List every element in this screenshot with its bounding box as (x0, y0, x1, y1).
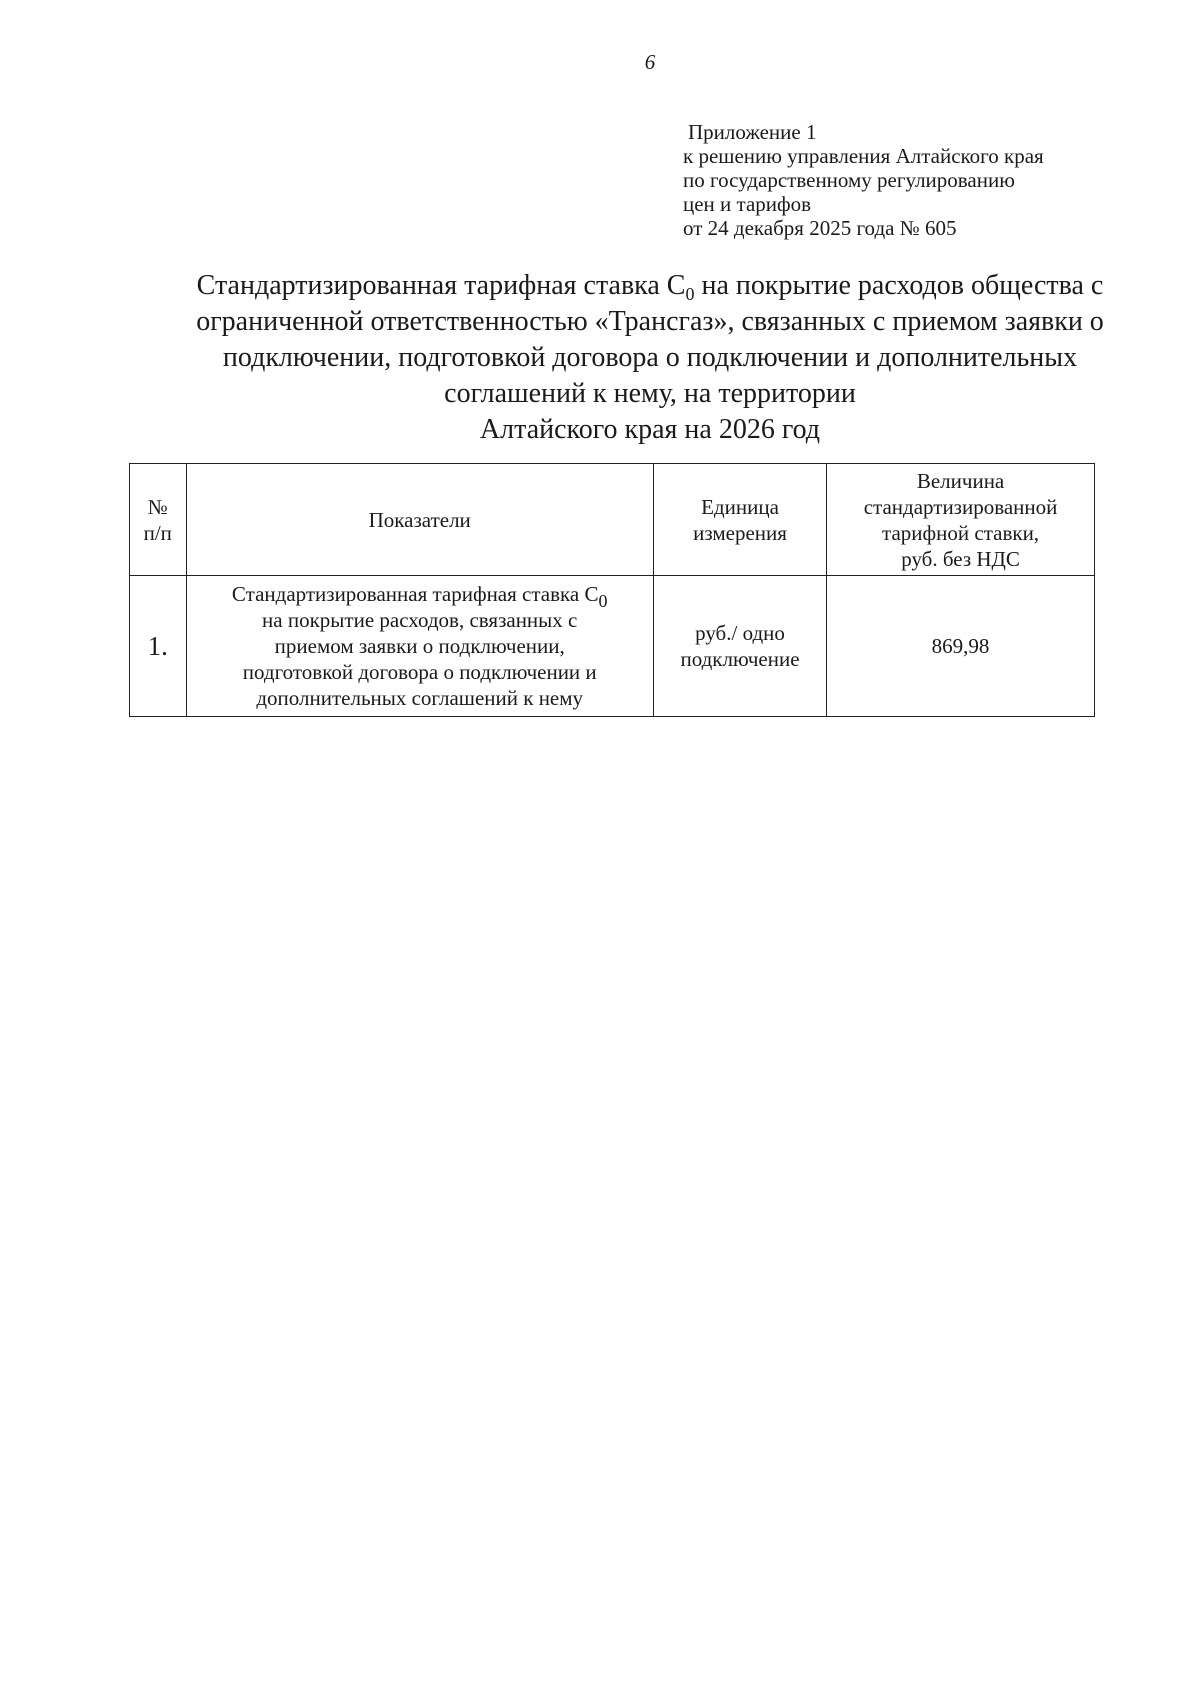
row-number: 1. (130, 576, 187, 717)
header-unit (653, 464, 826, 576)
header-value-line: стандартизированной (863, 494, 1058, 519)
unit-line: подключение (680, 647, 800, 671)
header-unit-line: Единица (701, 494, 779, 519)
appendix-block (683, 120, 1163, 240)
indicator-line: приемом заявки о подключении, (274, 634, 565, 658)
row-unit (653, 576, 826, 717)
title-text: Стандартизированная тарифная ставка С (196, 270, 686, 301)
appendix-line: цен и тарифов (683, 192, 812, 216)
tariff-table (129, 463, 1095, 717)
title-subscript: 0 (685, 284, 695, 304)
unit-line: руб./ одно (695, 621, 785, 645)
title-line: Алтайского края на 2026 год (479, 414, 821, 445)
header-unit-line: измерения (693, 520, 787, 545)
appendix-date-line: от 24 декабря 2025 года № 605 (683, 216, 957, 240)
header-value (827, 464, 1095, 576)
table-row (130, 576, 1095, 717)
header-indicator: Показатели (186, 464, 653, 576)
indicator-line: подготовкой договора о подключении и (242, 660, 597, 684)
header-value-line: руб. без НДС (901, 546, 1020, 571)
table-header-row (130, 464, 1095, 576)
indicator-line: на покрытие расходов, связанных с (262, 608, 578, 632)
indicator-text: Стандартизированная тарифная ставка С (231, 582, 599, 606)
indicator-line (191, 581, 649, 611)
header-number-sign: № (147, 494, 168, 519)
header-number-abbr: п/п (143, 520, 172, 545)
indicator-subscript: 0 (598, 591, 608, 611)
title-line: подключении, подготовкой договора о подключении и дополнительных (222, 342, 1078, 373)
appendix-line: к решению управления Алтайского края (683, 144, 1044, 168)
indicator-line: дополнительных соглашений к нему (256, 686, 584, 710)
title-line: соглашений к нему, на территории (444, 378, 856, 409)
title-text: на покрытие расходов общества с (694, 270, 1104, 301)
header-value-line: тарифной ставки, (882, 520, 1040, 545)
title-line: ограниченной ответственностью «Трансгаз», связанных с приемом заявки о (196, 306, 1104, 337)
appendix-title: Приложение 1 (688, 120, 817, 144)
row-value: 869,98 (827, 576, 1095, 717)
row-indicator (186, 576, 653, 717)
page-number: 6 (644, 50, 656, 74)
header-value-line: Величина (916, 468, 1005, 493)
title-line (160, 268, 1140, 304)
header-number (130, 464, 187, 576)
appendix-line: по государственному регулированию (683, 168, 1015, 192)
document-title (160, 268, 1140, 448)
